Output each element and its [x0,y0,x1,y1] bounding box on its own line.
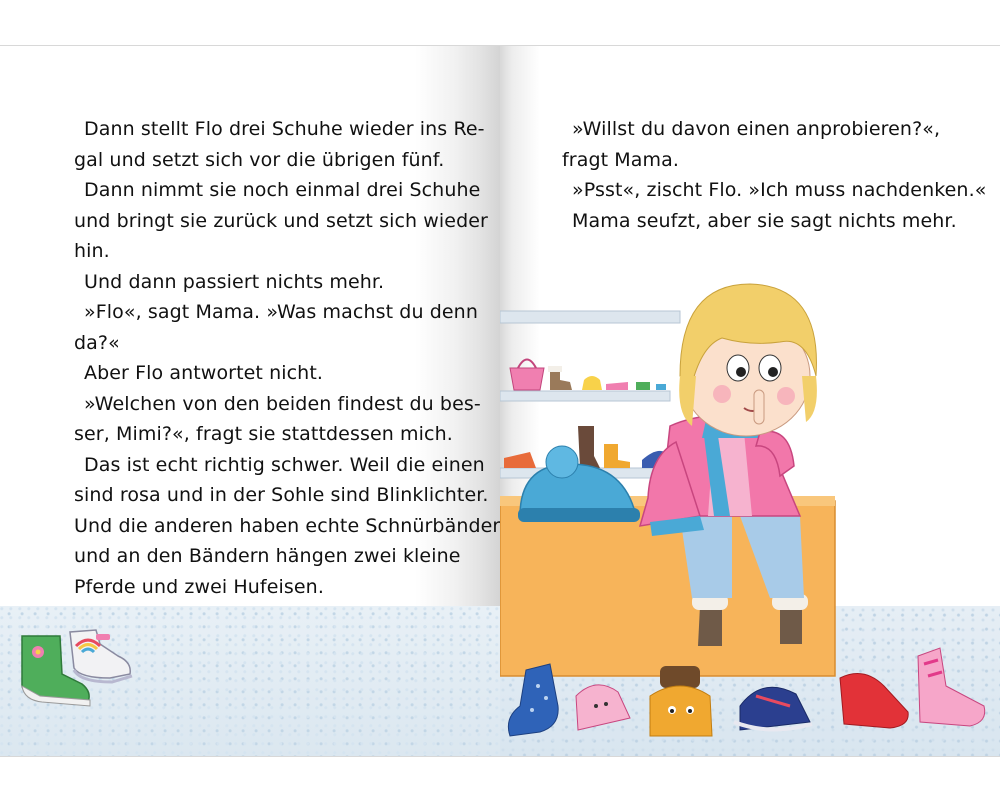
text-line: ser, Mimi?«, fragt sie stattdessen mich. [74,423,453,445]
text-line: sind rosa und in der Sohle sind Blinklichter. [74,484,489,506]
text-line: »Psst«, zischt Flo. »Ich muss nachdenken.« [572,179,987,201]
text-line: fragt Mama. [562,148,680,171]
left-page-text [74,114,500,602]
text-line: Aber Flo antwortet nicht. [84,362,324,384]
text-line: Dann stellt Flo drei Schuhe wieder ins Re- [84,118,485,140]
open-book [0,45,1000,757]
text-line: Und die anderen haben echte Schnürbänder [74,514,500,537]
text-line: und bringt sie zurück und setzt sich wieder [74,209,488,232]
text-line: Mama seufzt, aber sie sagt nichts mehr. [572,209,957,232]
text-line: hin. [74,240,110,262]
text-line: da?« [74,331,120,354]
rainbow-sneaker-icon [70,630,132,682]
text-line: gal und setzt sich vor die übrigen fünf. [74,148,445,171]
text-line: Das ist echt richtig schwer. Weil die einen [84,453,485,476]
text-line: Pferde und zwei Hufeisen. [74,575,324,598]
knit-hat-icon [518,446,640,522]
left-page [0,46,500,756]
text-line: Dann nimmt sie noch einmal drei Schuhe [84,179,481,201]
text-line: »Willst du davon einen anprobieren?«, [572,118,941,140]
text-line: und an den Bändern hängen zwei kleine [74,545,461,567]
text-line: Und dann passiert nichts mehr. [84,270,385,293]
right-page-text [562,114,987,236]
text-line: »Welchen von den beiden findest du bes- [84,392,481,415]
text-line: »Flo«, sagt Mama. »Was machst du denn [84,301,478,323]
right-page [500,46,1000,756]
